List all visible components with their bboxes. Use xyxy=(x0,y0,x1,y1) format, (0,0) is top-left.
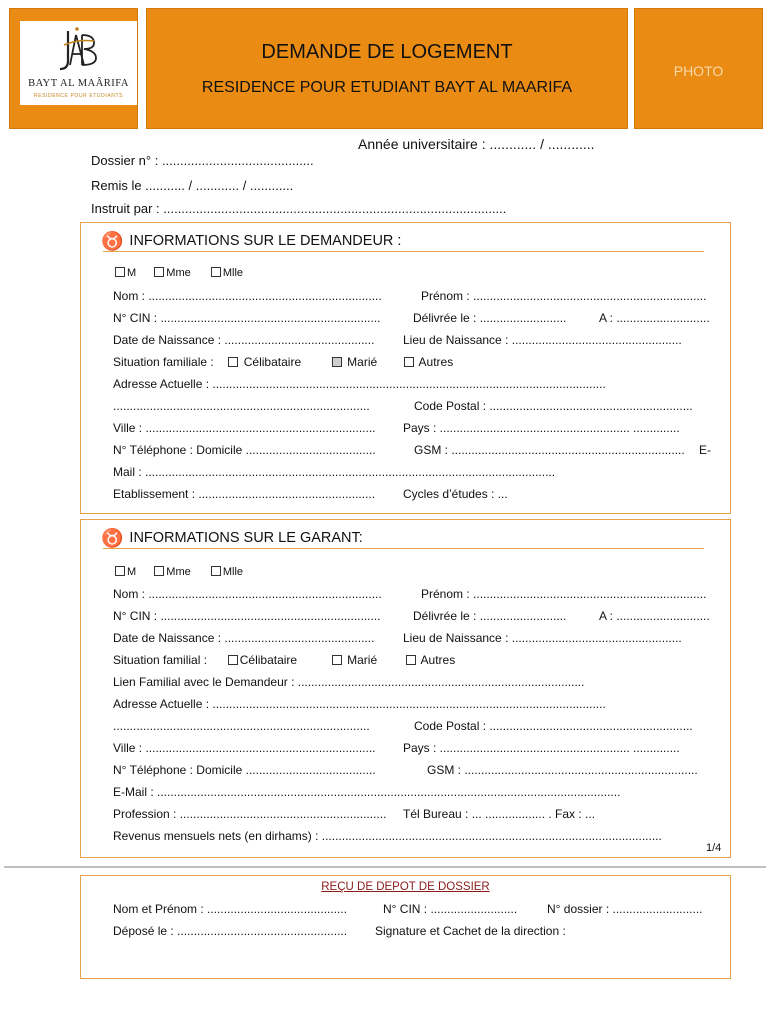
checkbox[interactable] xyxy=(211,566,221,576)
recu-section xyxy=(80,875,731,979)
email-field[interactable]: E-Mail : ........................................................................................................................................... xyxy=(113,785,621,799)
annee-universitaire[interactable]: Année universitaire : ............ / ............ xyxy=(358,136,595,152)
taurus-icon: ♉ xyxy=(101,528,124,548)
adresse-line2[interactable]: ............................................................................. xyxy=(113,399,370,413)
tel-bureau-field[interactable]: Tél Bureau : ... .................. . Fax : ... xyxy=(403,807,596,821)
photo-label: PHOTO xyxy=(673,63,724,79)
situation-label: Situation familial : xyxy=(113,653,208,667)
checkbox[interactable] xyxy=(154,566,164,576)
photo-box[interactable] xyxy=(634,8,763,129)
checkbox[interactable] xyxy=(115,267,125,277)
garant-section xyxy=(80,519,731,858)
civility-mlle[interactable]: Mlle xyxy=(211,566,243,578)
date-naissance-field[interactable]: Date de Naissance : ............................................. xyxy=(113,333,375,347)
checkbox[interactable] xyxy=(228,357,238,367)
etablissement-field[interactable]: Etablissement : ..................................................... xyxy=(113,487,376,501)
recu-title: REÇU DE DEPOT DE DOSSIER xyxy=(321,881,490,893)
logo xyxy=(20,21,137,105)
ville-field[interactable]: Ville : ..................................................................... xyxy=(113,421,376,435)
logo-box xyxy=(9,8,138,129)
recu-depose-le[interactable]: Déposé le : ................................................... xyxy=(113,924,348,938)
adresse-field[interactable]: Adresse Actuelle : ...................................................................................................................... xyxy=(113,697,606,711)
nom-field[interactable]: Nom : ...................................................................... xyxy=(113,289,382,303)
cin-field[interactable]: N° CIN : .................................................................. xyxy=(113,609,381,623)
dossier-number[interactable]: Dossier n° : .......................................... xyxy=(91,153,314,168)
checkbox[interactable] xyxy=(406,655,416,665)
page-separator xyxy=(4,866,766,868)
checkbox[interactable] xyxy=(332,655,342,665)
recu-dossier[interactable]: N° dossier : ........................... xyxy=(547,902,703,916)
lieu-naissance-field[interactable]: Lieu de Naissance : ................................................... xyxy=(403,631,682,645)
situation-marie[interactable]: Marié xyxy=(332,355,377,369)
demandeur-heading: ♉ INFORMATIONS SUR LE DEMANDEUR : xyxy=(101,231,402,251)
delivree-field[interactable]: Délivrée le : .......................... xyxy=(413,311,567,325)
demandeur-section xyxy=(80,222,731,514)
email-field[interactable]: Mail : ........................................................................................................................... xyxy=(113,465,556,479)
checkbox[interactable] xyxy=(404,357,414,367)
gsm-field[interactable]: GSM : ...................................................................... xyxy=(427,763,698,777)
situation-autres[interactable]: Autres xyxy=(404,355,453,369)
situation-row xyxy=(113,355,453,369)
situation-marie[interactable]: Marié xyxy=(332,653,377,667)
date-naissance-field[interactable]: Date de Naissance : ............................................. xyxy=(113,631,375,645)
situation-label: Situation familiale : xyxy=(113,355,214,369)
telephone-field[interactable]: N° Téléphone : Domicile ....................................... xyxy=(113,763,376,777)
divider xyxy=(103,251,704,252)
gsm-field[interactable]: GSM : ...................................................................... xyxy=(414,443,685,457)
situation-celibataire[interactable]: Célibataire xyxy=(228,355,301,369)
a-field[interactable]: A : ............................ xyxy=(599,609,710,623)
checkbox[interactable] xyxy=(228,655,238,665)
civility-mme[interactable]: Mme xyxy=(154,267,190,279)
lieu-naissance-field[interactable]: Lieu de Naissance : ................................................... xyxy=(403,333,682,347)
code-postal-field[interactable]: Code Postal : ............................................................. xyxy=(414,399,693,413)
pays-field[interactable]: Pays : ......................................................... .............. xyxy=(403,741,680,755)
pays-field[interactable]: Pays : ......................................................... .............. xyxy=(403,421,680,435)
recu-nom-prenom[interactable]: Nom et Prénom : .......................................... xyxy=(113,902,348,916)
taurus-icon: ♉ xyxy=(101,231,124,251)
recu-cin[interactable]: N° CIN : .......................... xyxy=(383,902,518,916)
civility-m[interactable]: M xyxy=(115,267,136,279)
checkbox[interactable] xyxy=(154,267,164,277)
remis-le[interactable]: Remis le ........... / ............ / ............ xyxy=(91,178,294,193)
code-postal-field[interactable]: Code Postal : ............................................................. xyxy=(414,719,693,733)
prenom-field[interactable]: Prénom : ...................................................................... xyxy=(421,587,707,601)
a-field[interactable]: A : ............................ xyxy=(599,311,710,325)
recu-signature: Signature et Cachet de la direction : xyxy=(375,924,566,938)
adresse-line2[interactable]: ............................................................................. xyxy=(113,719,370,733)
ville-field[interactable]: Ville : ..................................................................... xyxy=(113,741,376,755)
nom-field[interactable]: Nom : ...................................................................... xyxy=(113,587,382,601)
cin-field[interactable]: N° CIN : .................................................................. xyxy=(113,311,381,325)
civility-m[interactable]: M xyxy=(115,566,136,578)
page-number: 1/4 xyxy=(706,842,722,854)
email-prefix: E- xyxy=(699,443,711,457)
checkbox[interactable] xyxy=(211,267,221,277)
situation-row xyxy=(113,653,455,667)
logo-subtitle: RESIDENCE POUR ETUDIANTS xyxy=(33,93,124,99)
checkbox[interactable] xyxy=(115,566,125,576)
civility-row xyxy=(115,267,243,279)
cycles-field[interactable]: Cycles d’études : ... xyxy=(403,487,508,501)
profession-field[interactable]: Profession : .............................................................. xyxy=(113,807,387,821)
divider xyxy=(103,548,704,549)
garant-heading: ♉ INFORMATIONS SUR LE GARANT: xyxy=(101,528,363,548)
civility-row xyxy=(115,566,243,578)
prenom-field[interactable]: Prénom : ...................................................................... xyxy=(421,289,707,303)
logo-emblem-icon xyxy=(20,21,137,77)
checkbox[interactable] xyxy=(332,357,342,367)
situation-celibataire[interactable]: Célibataire xyxy=(228,653,297,667)
situation-autres[interactable]: Autres xyxy=(406,653,455,667)
adresse-field[interactable]: Adresse Actuelle : ...................................................................................................................... xyxy=(113,377,606,391)
page-subtitle: RESIDENCE POUR ETUDIANT BAYT AL MAARIFA xyxy=(201,79,573,96)
telephone-field[interactable]: N° Téléphone : Domicile ....................................... xyxy=(113,443,376,457)
instruit-par[interactable]: Instruit par : ............................................................................................... xyxy=(91,201,507,216)
title-box xyxy=(146,8,628,129)
logo-name: BAYT AL MAÂRIFA xyxy=(28,78,129,89)
civility-mlle[interactable]: Mlle xyxy=(211,267,243,279)
page-title: DEMANDE DE LOGEMENT xyxy=(261,41,513,63)
civility-mme[interactable]: Mme xyxy=(154,566,190,578)
delivree-field[interactable]: Délivrée le : .......................... xyxy=(413,609,567,623)
revenus-field[interactable]: Revenus mensuels nets (en dirhams) : ...................................................................................................... xyxy=(113,829,662,843)
lien-familial-field[interactable]: Lien Familial avec le Demandeur : ...................................................................................... xyxy=(113,675,585,689)
